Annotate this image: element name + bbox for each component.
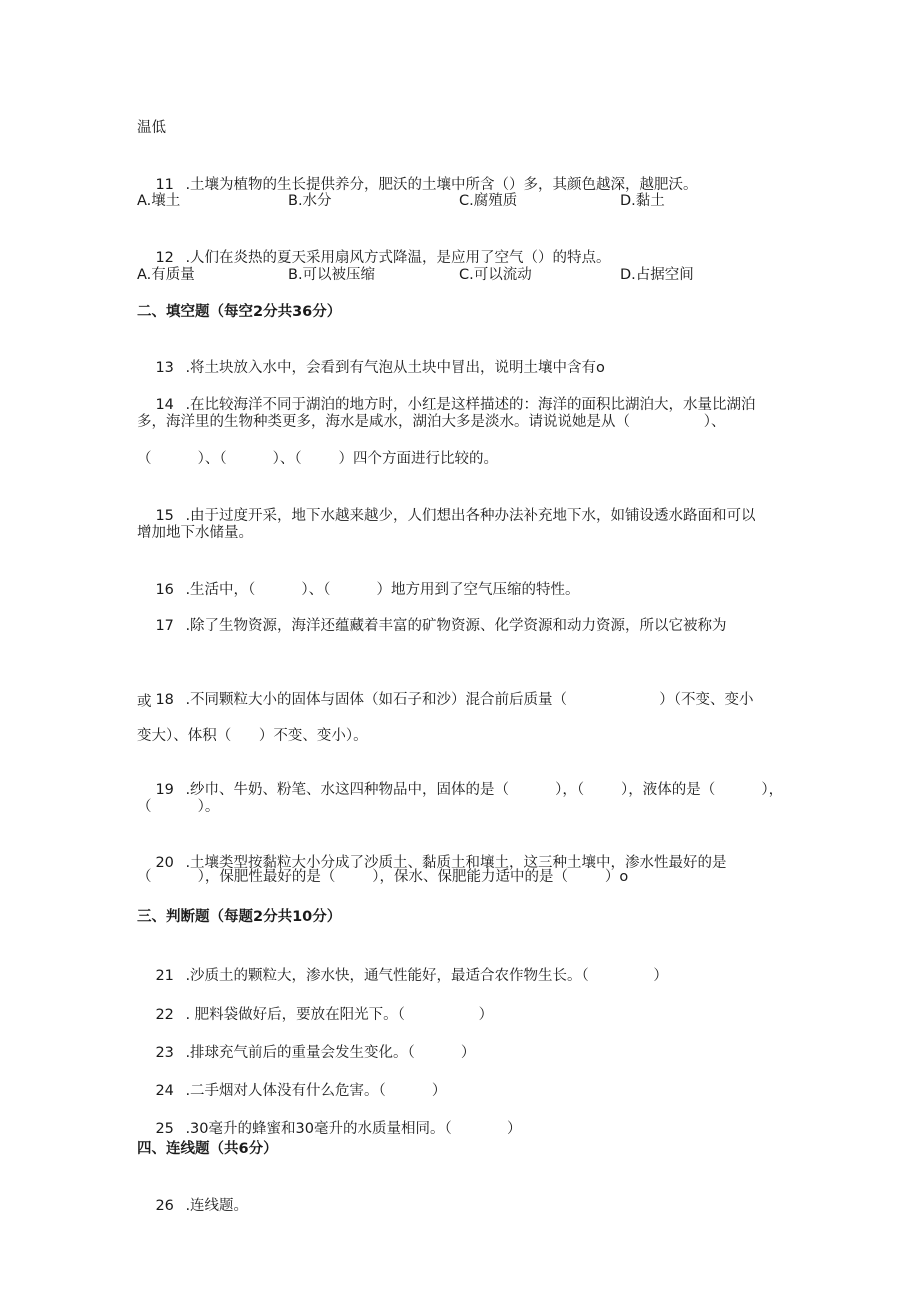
question-text: .纱巾、牛奶、粉笔、水这四种物品中，固体的是（ ），（ ），液体的是（ ）， (185, 782, 784, 798)
question-11 (137, 155, 698, 215)
question-text: .除了生物资源，海洋还蕴藏着丰富的矿物资源、化学资源和动力资源，所以它被称为 (185, 618, 727, 634)
option-c: C.可以流动 (459, 267, 532, 283)
question-number: 21 (155, 968, 174, 984)
option-c: C.腐殖质 (459, 193, 518, 209)
question-text: .排球充气前后的重量会发生变化。（ ） (185, 1045, 476, 1061)
question-text: .人们在炎热的夏天采用扇风方式降温，是应用了空气（）的特点。 (185, 250, 611, 266)
question-19 (137, 760, 783, 820)
question-18 (137, 670, 753, 730)
text-line: 温低 (137, 120, 166, 136)
question-text: .生活中，（ ）、（ ）地方用到了空气压缩的特性。 (185, 582, 580, 598)
question-20-line-2: （ ），保肥性最好的是（ ），保水、保肥能力适中的是（ ）o (137, 869, 629, 885)
question-18-line-2: 或 (137, 694, 152, 710)
section-heading-matching: 四、连线题（共6分） (137, 1141, 278, 1157)
question-14-line-2: 多，海洋里的生物种类更多，海水是咸水，湖泊大多是淡水。请说说她是从（ ）、 (137, 414, 726, 430)
question-number: 13 (155, 360, 174, 376)
question-text: .二手烟对人体没有什么危害。（ ） (185, 1083, 447, 1099)
section-heading-true-false: 三、判断题（每题2分共10分） (137, 909, 342, 925)
question-number: 18 (155, 692, 174, 708)
question-number: 23 (155, 1045, 174, 1061)
question-14-line-3: （ ）、（ ）、（ ）四个方面进行比较的。 (137, 451, 499, 467)
question-number: 17 (155, 618, 174, 634)
question-18-line-3: 变大）、体积（ ）不变、变小）。 (137, 728, 368, 744)
question-text: .不同颗粒大小的固体与固体（如石子和沙）混合前后质量（ ）（不变、变小 (185, 692, 754, 708)
question-number: 25 (155, 1121, 174, 1137)
option-a: A.有质量 (137, 267, 195, 283)
question-15-line-2: 增加地下水储量。 (137, 525, 253, 541)
option-a: A.壤土 (137, 193, 181, 209)
question-number: 26 (155, 1198, 174, 1214)
question-19-line-2: （ ）。 (137, 799, 220, 815)
question-text: .30毫升的蜂蜜和30毫升的水质量相同。（ ） (185, 1121, 522, 1137)
question-number: 12 (155, 250, 174, 266)
question-text: .由于过度开采，地下水越来越少，人们想出各种办法补充地下水，如铺设透水路面和可以 (185, 508, 756, 524)
option-d: D.黏土 (620, 193, 665, 209)
question-number: 15 (155, 508, 174, 524)
question-text: .土壤类型按黏粒大小分成了沙质土、黏质土和壤土，这三种土壤中，渗水性最好的是 (185, 855, 727, 871)
question-text: .土壤为植物的生长提供养分，肥沃的土壤中所含（）多，其颜色越深，越肥沃。 (185, 177, 698, 193)
question-text: .沙质土的颗粒大，渗水快，通气性能好，最适合农作物生长。（ ） (185, 968, 668, 984)
question-text: .连线题。 (185, 1198, 249, 1214)
question-17 (137, 596, 727, 656)
question-text: .将土块放入水中，会看到有气泡从土块中冒出，说明土壤中含有o (185, 360, 605, 376)
question-number: 20 (155, 855, 174, 871)
question-26 (137, 1176, 248, 1236)
question-number: 16 (155, 582, 174, 598)
question-text: .在比较海洋不同于湖泊的地方时，小红是这样描述的：海洋的面积比湖泊大，水量比湖泊 (185, 397, 756, 413)
question-text: . 肥料袋做好后，要放在阳光下。（ ） (185, 1007, 494, 1023)
question-number: 11 (155, 177, 174, 193)
question-number: 14 (155, 397, 174, 413)
question-number: 24 (155, 1083, 174, 1099)
option-b: B.水分 (288, 193, 332, 209)
question-number: 22 (155, 1007, 174, 1023)
option-b: B.可以被压缩 (288, 267, 376, 283)
option-d: D.占据空间 (620, 267, 694, 283)
section-heading-fill-blank: 二、填空题（每空2分共36分） (137, 304, 342, 320)
question-number: 19 (155, 782, 174, 798)
